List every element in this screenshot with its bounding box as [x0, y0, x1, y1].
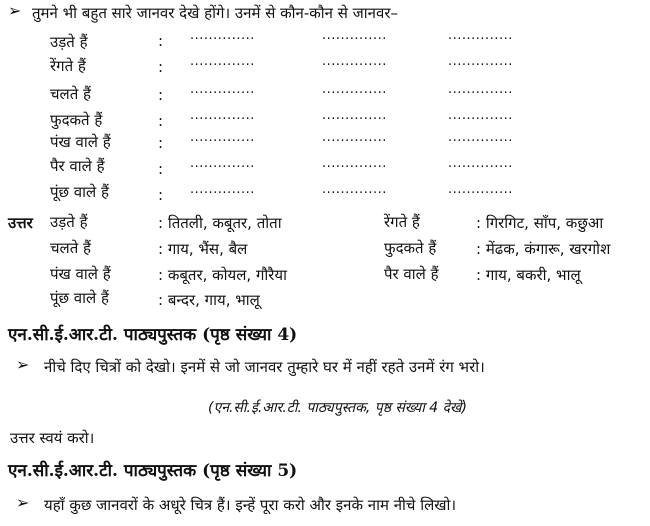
blank-2[interactable]: .............. [322, 54, 387, 69]
blank-2[interactable]: .............. [322, 108, 387, 123]
fill-row-label: फुदकते हैं [50, 111, 103, 129]
fill-row-colon: : [158, 160, 164, 178]
blank-3[interactable]: .............. [448, 54, 513, 69]
blank-2[interactable]: .............. [322, 28, 387, 43]
answer-value: : कबूतर, कोयल, गौरैया [158, 266, 287, 284]
answer-label: पैर वाले हैं [384, 265, 439, 283]
answer-value: : बन्दर, गाय, भालू [158, 291, 260, 309]
fill-row-label: उड़ते हैं [50, 33, 88, 51]
fill-row-colon: : [158, 58, 164, 76]
blank-2[interactable]: .............. [322, 82, 387, 97]
section-question: नीचे दिए चित्रों को देखो। इनमें से जो जानवर तुम्हारे घर में नहीं रहते उनमें रंग भरो। [44, 358, 485, 376]
blank-1[interactable]: .............. [190, 28, 255, 43]
bullet-icon: ➢ [16, 493, 30, 512]
answer-label: चलते हैं [50, 239, 91, 257]
reference-note: (एन.सी.ई.आर.टी. पाठ्यपुस्तक, पृष्ठ संख्या 4 देखें) [208, 400, 467, 416]
blank-3[interactable]: .............. [448, 130, 513, 145]
blank-1[interactable]: .............. [190, 182, 255, 197]
bullet-icon: ➢ [8, 1, 22, 20]
blank-1[interactable]: .............. [190, 156, 255, 171]
section-heading: एन.सी.ई.आर.टी. पाठ्यपुस्तक (पृष्ठ संख्या 5) [8, 461, 298, 481]
answer-label: उड़ते हैं [50, 213, 88, 231]
fill-row-label: पैर वाले हैं [50, 157, 105, 175]
fill-row-colon: : [158, 112, 164, 130]
blank-2[interactable]: .............. [322, 182, 387, 197]
answer-value: : गाय, बकरी, भालू [476, 266, 581, 284]
fill-row-label: चलते हैं [50, 85, 91, 103]
question-prompt: तुमने भी बहुत सारे जानवर देखे होंगे। उनमें से कौन-कौन से जानवर– [32, 4, 398, 22]
blank-3[interactable]: .............. [448, 182, 513, 197]
blank-3[interactable]: .............. [448, 108, 513, 123]
blank-3[interactable]: .............. [448, 28, 513, 43]
blank-1[interactable]: .............. [190, 108, 255, 123]
fill-row-colon: : [158, 186, 164, 204]
section-heading: एन.सी.ई.आर.टी. पाठ्यपुस्तक (पृष्ठ संख्या 4) [8, 325, 298, 345]
fill-row-label: पूंछ वाले हैं [50, 183, 109, 201]
answer-value: : तितली, कबूतर, तोता [158, 214, 282, 232]
blank-2[interactable]: .............. [322, 130, 387, 145]
blank-3[interactable]: .............. [448, 156, 513, 171]
answer-label: फुदकते हैं [384, 239, 437, 257]
blank-1[interactable]: .............. [190, 54, 255, 69]
fill-row-colon: : [158, 86, 164, 104]
answer-label: पूंछ वाले हैं [50, 289, 109, 307]
answer-value: : मेंढक, कंगारू, खरगोश [476, 240, 611, 258]
answer-value: : गिरगिट, साँप, कछुआ [476, 214, 604, 232]
answer-label: रेंगते हैं [384, 213, 420, 231]
section-question: यहाँ कुछ जानवरों के अधूरे चित्र हैं। इन्हें पूरा करो और इनके नाम नीचे लिखो। [44, 496, 457, 514]
answer-label: पंख वाले हैं [50, 265, 111, 283]
fill-row-colon: : [158, 134, 164, 152]
fill-row-label: पंख वाले हैं [50, 133, 111, 151]
fill-row-colon: : [158, 32, 164, 50]
answer-text: उत्तर स्वयं करो। [10, 429, 95, 447]
blank-1[interactable]: .............. [190, 130, 255, 145]
blank-1[interactable]: .............. [190, 82, 255, 97]
fill-row-label: रेंगते हैं [50, 57, 86, 75]
answer-prefix: उत्तर [8, 214, 33, 232]
bullet-icon: ➢ [16, 355, 30, 374]
blank-2[interactable]: .............. [322, 156, 387, 171]
blank-3[interactable]: .............. [448, 82, 513, 97]
answer-value: : गाय, भैंस, बैल [158, 240, 248, 258]
